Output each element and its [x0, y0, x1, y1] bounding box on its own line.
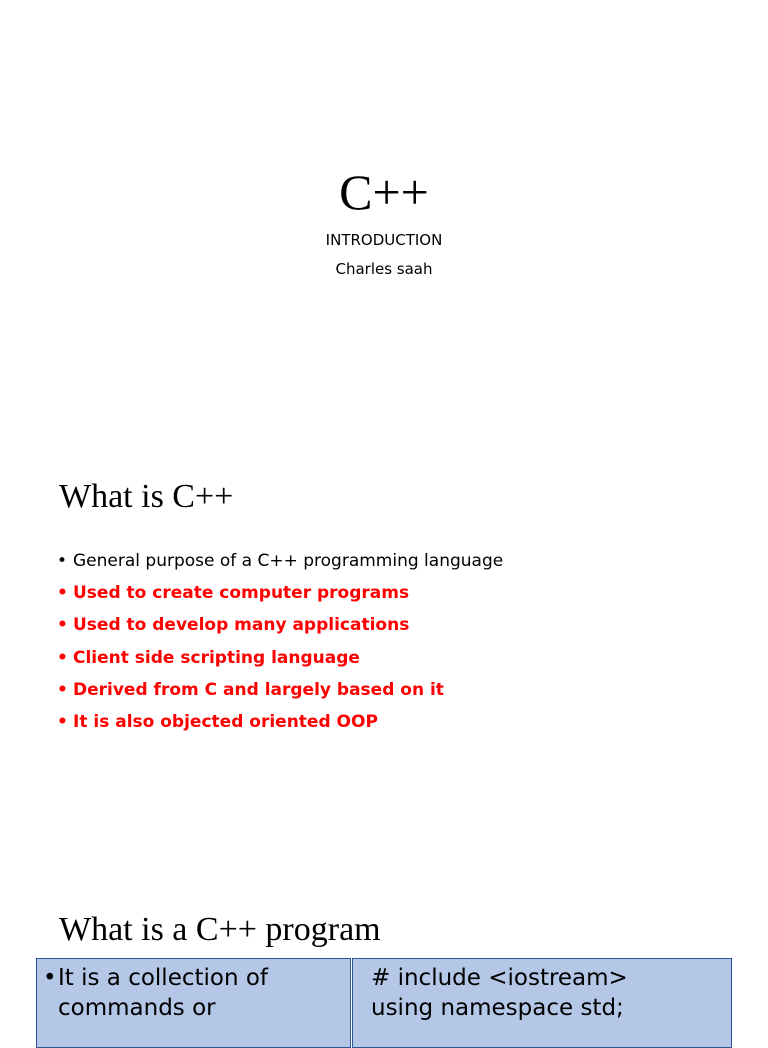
bullet-dot-icon: •: [43, 965, 57, 991]
bullet-dot-icon: •: [57, 711, 68, 732]
bullet-text: Derived from C and largely based on it: [73, 679, 444, 700]
slide-author: Charles saah: [335, 260, 433, 278]
code-box: [352, 958, 732, 1048]
box-line-text: commands or: [58, 995, 216, 1021]
definition-box: [36, 958, 351, 1048]
bullet-text: It is also objected oriented OOP: [73, 711, 378, 732]
bullet-text: Used to create computer programs: [73, 583, 410, 604]
bullet-dot-icon: •: [57, 551, 68, 571]
bullet-item: [57, 613, 503, 645]
what-is-cpp-slide: [0, 432, 768, 864]
slide-title: C++: [339, 164, 429, 220]
bullet-text: Used to develop many applications: [73, 615, 410, 636]
bullet-text: General purpose of a C++ programming language: [73, 551, 504, 571]
bullet-item: [57, 581, 503, 613]
box-line: [43, 993, 344, 1023]
bullet-dot-icon: •: [57, 583, 68, 604]
slide-heading: What is C++: [59, 478, 234, 515]
code-line: # include <iostream>: [371, 965, 628, 991]
bullet-dot-icon: •: [57, 615, 68, 636]
bullet-item: [57, 549, 503, 581]
what-is-program-slide: [0, 864, 768, 1024]
title-slide: [0, 0, 768, 432]
bullet-item: [57, 646, 503, 678]
bullet-item: [57, 710, 503, 742]
bullet-dot-icon: •: [57, 647, 68, 668]
bullet-text: Client side scripting language: [73, 647, 360, 668]
bullet-dot-icon: •: [57, 679, 68, 700]
box-line-text: It is a collection of: [58, 965, 269, 991]
box-line: [43, 963, 344, 993]
bullet-item: [57, 678, 503, 710]
slide-subtitle: INTRODUCTION: [325, 231, 443, 249]
slide-heading: What is a C++ program: [59, 911, 381, 948]
bullet-list: [57, 549, 503, 742]
code-line: using namespace std;: [371, 995, 624, 1021]
